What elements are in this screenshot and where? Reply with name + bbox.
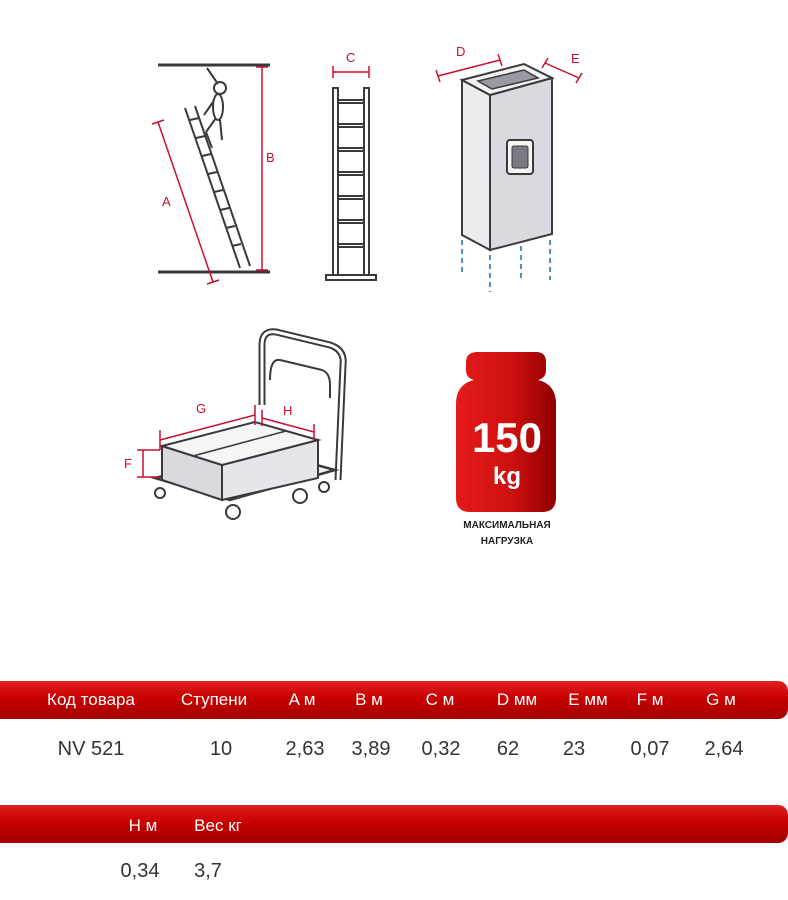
header-e: E мм — [568, 690, 608, 709]
label-d: D — [456, 44, 466, 59]
header-b: B м — [355, 690, 383, 709]
value-a: 2,63 — [285, 738, 325, 760]
label-g: G — [196, 401, 207, 416]
value-steps: 10 — [209, 738, 233, 760]
header-product-code: Код товара — [47, 690, 135, 709]
value-h: 0,34 — [120, 860, 160, 882]
ladder-side-view — [152, 65, 275, 284]
profile-section-view — [436, 44, 582, 292]
label-f: F — [124, 456, 132, 471]
max-load-value: 150 — [471, 414, 543, 461]
header-steps: Ступени — [180, 690, 248, 709]
value-e: 23 — [562, 738, 586, 760]
value-c: 0,32 — [421, 738, 461, 760]
max-load-caption-1: МАКСИМАЛЬНАЯ — [463, 520, 551, 531]
label-h: H — [283, 403, 293, 418]
max-load-unit: kg — [492, 463, 522, 490]
max-load-caption-2: НАГРУЗКА — [480, 536, 534, 547]
header-c: C м — [425, 690, 455, 709]
header-f: F м — [636, 690, 664, 709]
value-f: 0,07 — [630, 738, 670, 760]
label-b: B — [266, 150, 275, 165]
label-e: E — [571, 51, 580, 66]
header-d: D мм — [496, 690, 538, 709]
label-c: C — [346, 50, 356, 65]
header-weight: Вес кг — [194, 816, 242, 835]
value-b: 3,89 — [351, 738, 391, 760]
header-g: G м — [706, 690, 736, 709]
value-product-code: NV 521 — [57, 738, 125, 760]
header-h: H м — [128, 816, 158, 835]
max-load-weight-icon — [456, 352, 556, 547]
value-g: 2,64 — [704, 738, 744, 760]
header-a: A м — [288, 690, 316, 709]
hand-truck-view — [124, 332, 343, 519]
label-a: A — [162, 194, 171, 209]
ladder-front-view — [326, 50, 376, 280]
value-weight: 3,7 — [194, 860, 222, 882]
spec-header-bar-2 — [0, 805, 788, 843]
value-d: 62 — [496, 738, 520, 760]
